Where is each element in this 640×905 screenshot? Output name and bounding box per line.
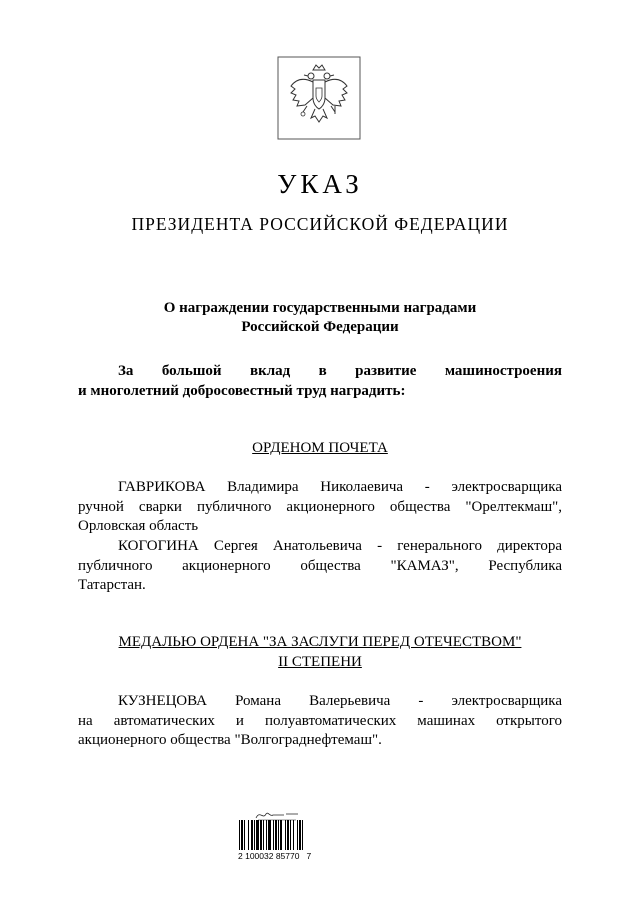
recipient-line: КУЗНЕЦОВА Романа Валерьевича - электросварщика: [118, 693, 562, 709]
award1-heading-text: ОРДЕНОМ ПОЧЕТА: [252, 440, 388, 456]
barcode-bar: [241, 820, 243, 850]
barcode-bar: [268, 820, 271, 850]
barcode-number: 2 100032 85770 7: [238, 851, 312, 861]
barcode-bar: [248, 820, 249, 850]
decree-subtitle: ПРЕЗИДЕНТА РОССИЙСКОЙ ФЕДЕРАЦИИ: [131, 214, 509, 234]
barcode-bar: [260, 820, 262, 850]
recipient-line: акционерного общества "Волгограднефтемаш".: [78, 732, 382, 748]
barcode-bar: [244, 820, 245, 850]
barcode-bar: [297, 820, 298, 850]
decree-title: УКАЗ: [277, 169, 363, 199]
barcode-bar: [263, 820, 264, 850]
barcode-bar: [302, 820, 303, 850]
document-barcode: [238, 820, 330, 850]
barcode-bar: [266, 820, 267, 850]
barcode-bar: [278, 820, 279, 850]
decree-subject: [0, 299, 640, 337]
recipient-line: ручной сварки публичного акционерного общества "Орелтекмаш",: [78, 498, 562, 515]
barcode-bar: [254, 820, 255, 850]
award2-heading-line-1: МЕДАЛЬЮ ОРДЕНА "ЗА ЗАСЛУГИ ПЕРЕД ОТЕЧЕСТВОМ": [118, 634, 522, 650]
russian-coat-of-arms-icon: [277, 56, 361, 140]
intro-paragraph: [78, 362, 562, 401]
barcode-bar: [299, 820, 301, 850]
barcode-bar: [290, 820, 291, 850]
coat-of-arms-emblem: [277, 56, 361, 140]
recipient-paragraph: [78, 478, 562, 537]
barcode-bar: [280, 820, 282, 850]
intro-line-2: и многолетний добросовестный труд наградить:: [78, 382, 406, 399]
award2-heading-line-2: II СТЕПЕНИ: [278, 653, 362, 670]
recipient-line: Татарстан.: [78, 577, 146, 593]
barcode-bar: [239, 820, 240, 850]
subject-line-2: Российской Федерации: [241, 319, 399, 335]
barcode-bar: [293, 820, 294, 850]
barcode-bar: [251, 820, 253, 850]
barcode-bar: [256, 820, 259, 850]
award-heading-medal: [0, 633, 640, 672]
recipient-line: на автоматических и полуавтоматических машинах открытого: [78, 712, 562, 729]
barcode-icon: [238, 820, 330, 850]
recipient-paragraph: [78, 692, 562, 751]
barcode-bar: [287, 820, 289, 850]
recipient-line: Орловская область: [78, 518, 199, 534]
recipient-line: КОГОГИНА Сергея Анатольевича - генерального директора: [118, 538, 562, 554]
barcode-bar: [273, 820, 274, 850]
subject-line-1: О награждении государственными наградами: [163, 300, 477, 316]
recipient-line: публичного акционерного общества "КАМАЗ", Республика: [78, 557, 562, 574]
barcode-bar: [285, 820, 286, 850]
recipient-line: ГАВРИКОВА Владимира Николаевича - электросварщика: [118, 479, 562, 495]
award-heading-order-of-honour: [0, 439, 640, 459]
barcode-bar: [275, 820, 277, 850]
recipient-paragraph: [78, 537, 562, 596]
intro-line-1: За большой вклад в развитие машиностроения: [118, 363, 562, 379]
